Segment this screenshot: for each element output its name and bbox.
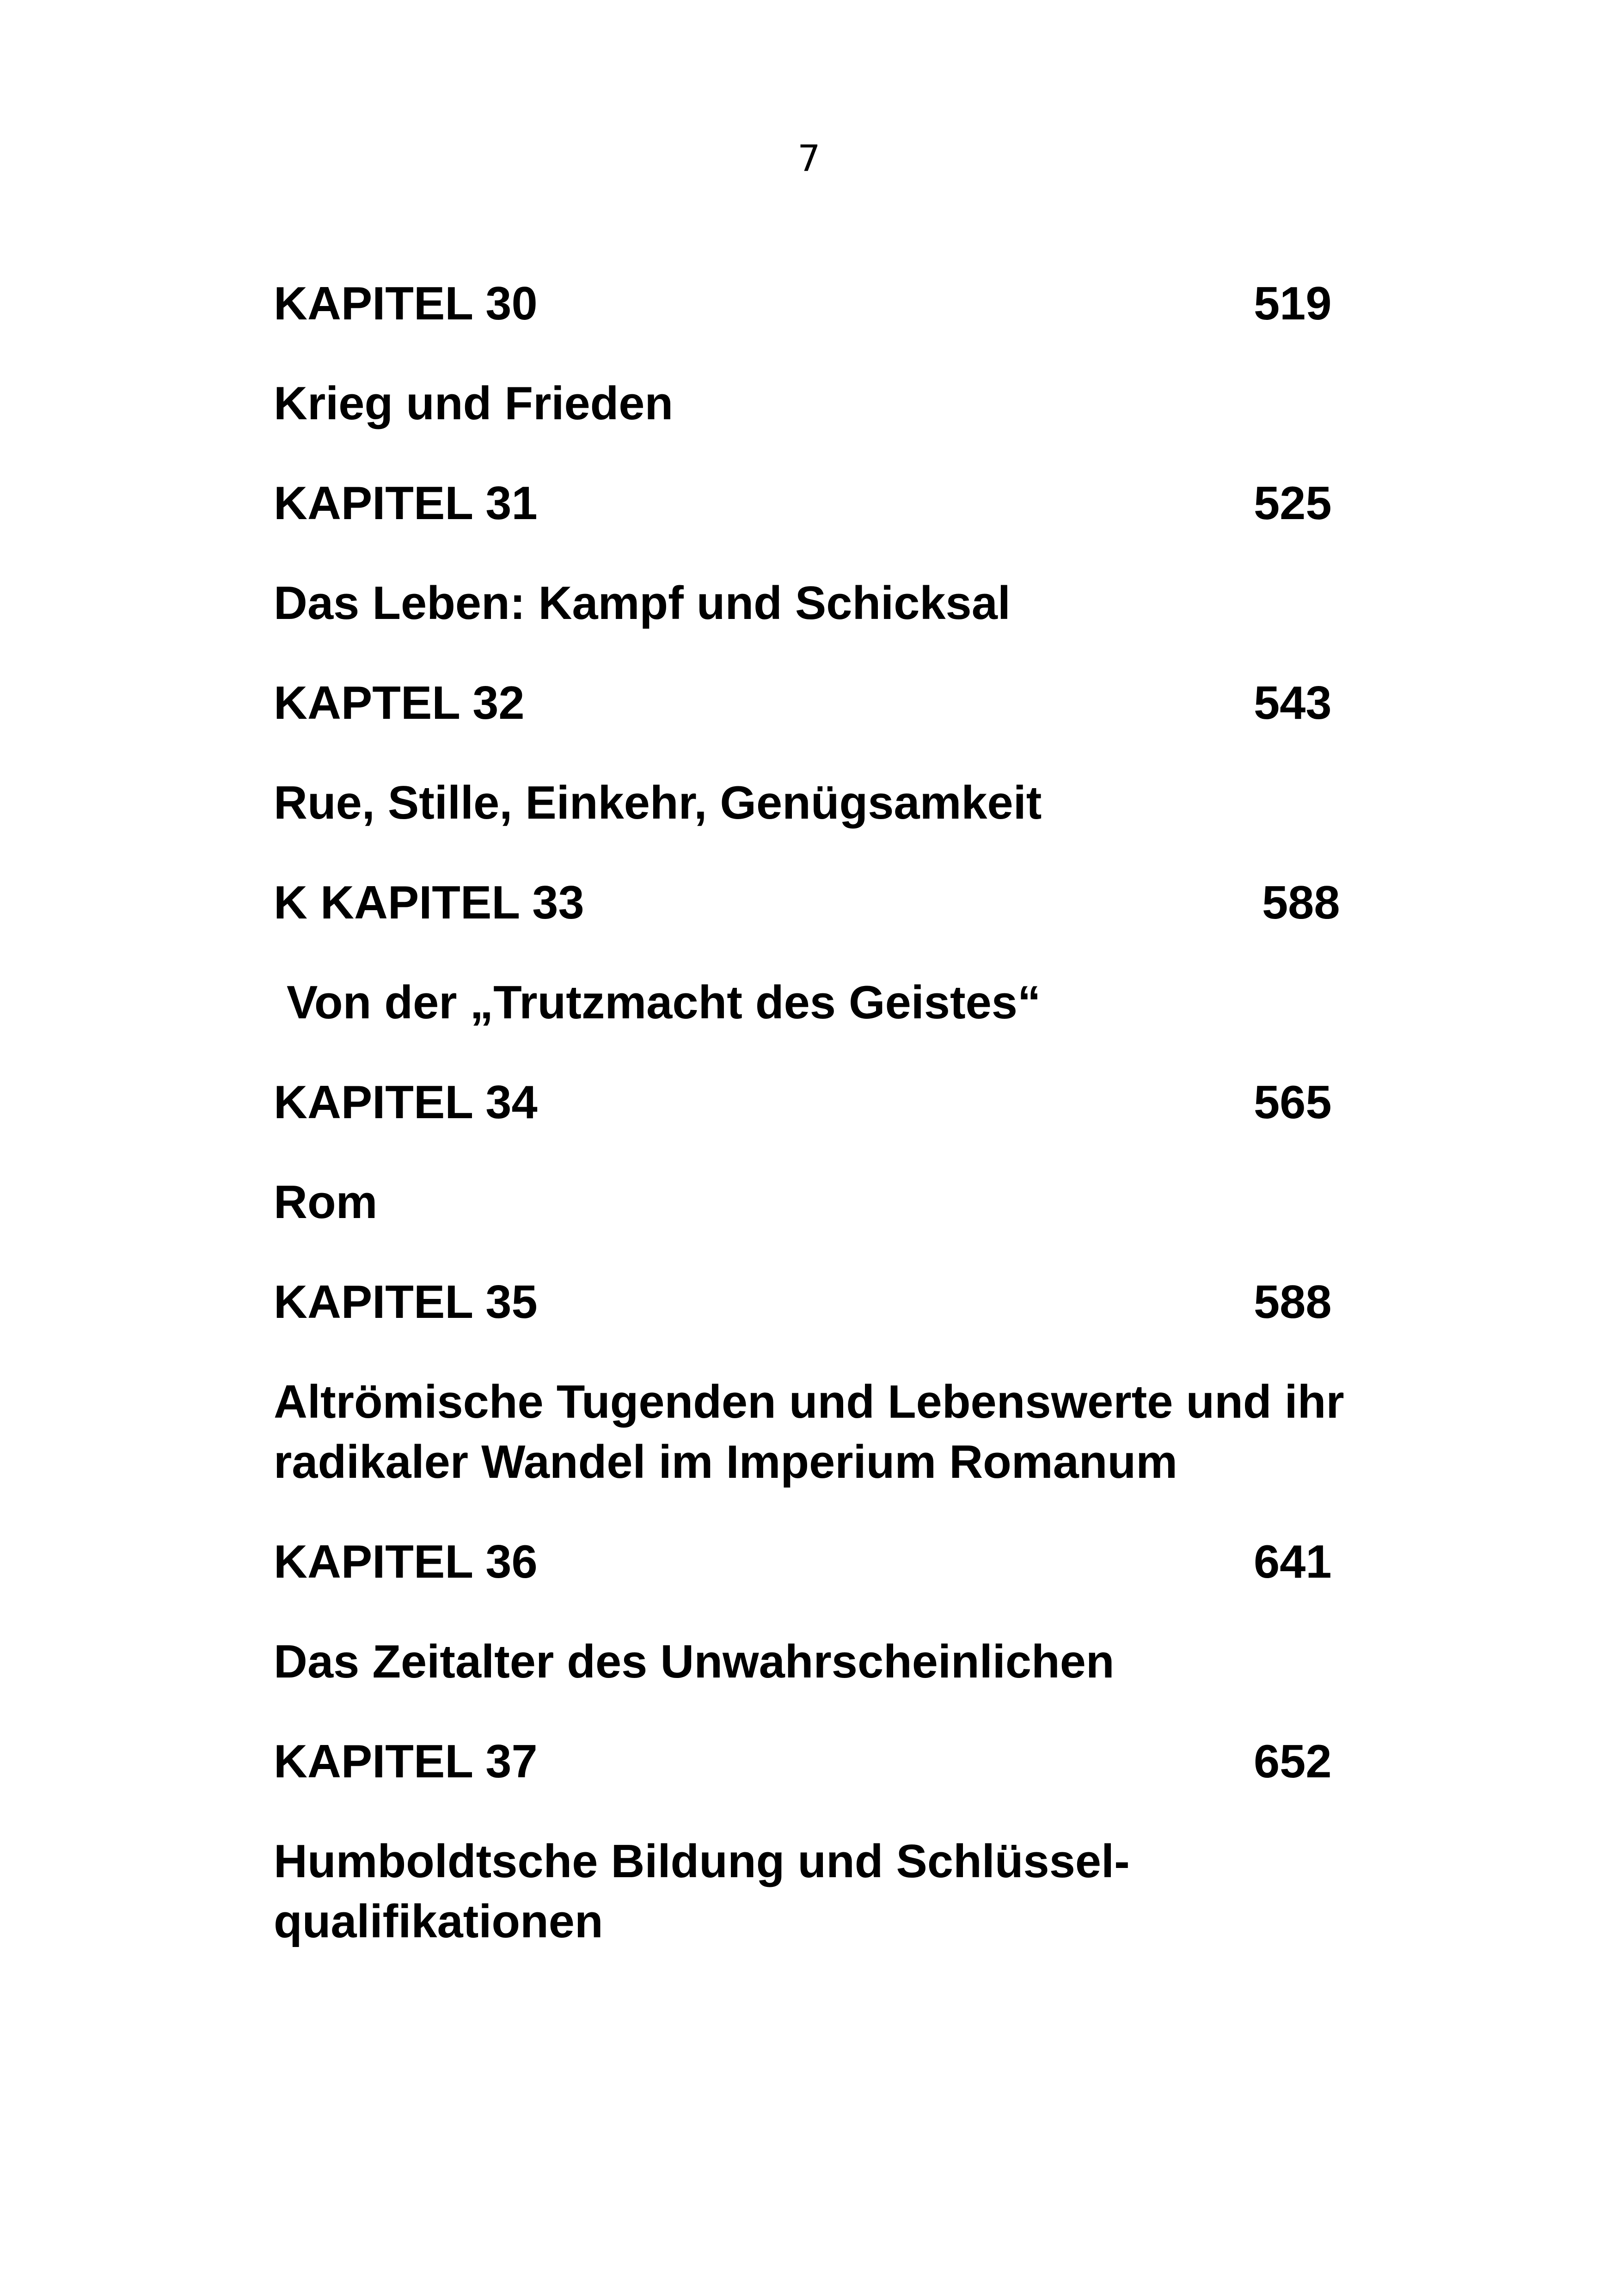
chapter-title: Altrömische Tugenden und Lebenswerte und ihr [274, 1376, 1344, 1428]
chapter-heading: K KAPITEL 33 [274, 877, 584, 929]
chapter-title: Rue, Stille, Einkehr, Genügsamkeit [274, 777, 1042, 829]
chapter-heading: KAPTEL 32 [274, 677, 525, 729]
chapter-page-number: 641 [1254, 1536, 1332, 1588]
page-number: 7 [797, 138, 821, 180]
chapter-heading: KAPITEL 35 [274, 1276, 538, 1328]
chapter-title: Das Leben: Kampf und Schicksal [274, 577, 1011, 629]
chapter-page-number: 525 [1254, 478, 1332, 529]
chapter-title: Von der „Trutzmacht des Geistes“ [274, 977, 1041, 1029]
chapter-title-continued: qualifikationen [274, 1896, 603, 1947]
chapter-title-continued: radikaler Wandel im Imperium Romanum [274, 1436, 1178, 1488]
chapter-heading: KAPITEL 30 [274, 278, 538, 330]
chapter-heading: KAPITEL 31 [274, 478, 538, 529]
chapter-heading: KAPITEL 37 [274, 1736, 538, 1788]
chapter-page-number: 588 [1254, 1276, 1332, 1328]
chapter-heading: KAPITEL 34 [274, 1077, 538, 1128]
chapter-page-number: 588 [1262, 877, 1340, 929]
chapter-title: Rom [274, 1176, 378, 1228]
chapter-title: Krieg und Frieden [274, 378, 674, 429]
chapter-heading: KAPITEL 36 [274, 1536, 538, 1588]
chapter-title: Das Zeitalter des Unwahrscheinlichen [274, 1636, 1115, 1688]
chapter-page-number: 565 [1254, 1077, 1332, 1128]
chapter-page-number: 519 [1254, 278, 1332, 330]
chapter-title: Humboldtsche Bildung und Schlüssel- [274, 1836, 1130, 1887]
chapter-page-number: 652 [1254, 1736, 1332, 1788]
chapter-page-number: 543 [1254, 677, 1332, 729]
